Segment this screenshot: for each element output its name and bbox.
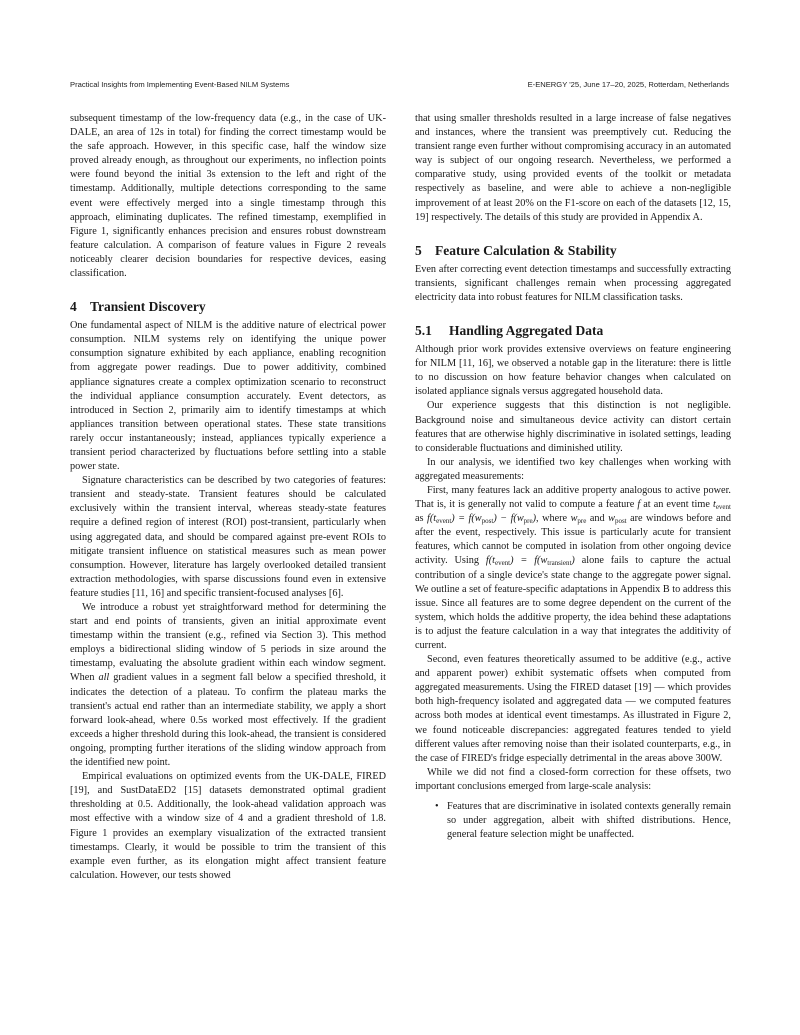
section-title: Handling Aggregated Data	[449, 323, 604, 339]
paragraph: that using smaller thresholds resulted in a large increase of false negatives and instances, where the transient was preemptively cut. Reducing the transient range even further without compromising accuracy in an automated way is subject of our ongoing research. Nevertheless, we performed a comparative study, using provided events of the toolkit or metadata respectively as baseline, and were able to achieve a non-negligible improvement of at least 20% on the F1-score on each of the datasets [12, 15, 19] respectively. The details of this study are provided in Appendix A.	[415, 113, 731, 223]
section-title: Transient Discovery	[90, 299, 206, 315]
paragraph: subsequent timestamp of the low-frequency data (e.g., in the case of UK-DALE, an area of 12s in total) for finding the correct timestamp would be the safe approach. However, in this specific case, half the window size proved already enough, as throughout our experiments, no inflection points were found beyond the initial 3s extension to the left and right of the timestamp. Additionally, multiple detections corresponding to the same event were effectively merged into a single timestamp through this approach, eliminating duplicates. The refined timestamp, exemplified in Figure 1, significantly enhances precision and ensures robust downstream feature calculation. A comparison of feature values in Figure 2 reveals noticeably clearer decision boundaries for respective devices, easing classification.	[70, 113, 386, 280]
running-header-title: Practical Insights from Implementing Event-Based NILM Systems	[70, 80, 290, 89]
subsection-heading-5-1	[415, 323, 731, 339]
section-number: 5.1	[415, 323, 432, 339]
paragraph: One fundamental aspect of NILM is the additive nature of electrical power consumption. NILM systems rely on identifying the unique power consumption signature exhibited by each appliance, enabling recognition from aggregate power readings. Due to power additivity, combined appliance signatures create a complex optimization scenario to reconstruct the individual appliance consumption accurately. Event detectors, as introduced in Section 2, primarily aim to identify timestamps at which appliances transition between operational states. These state transitions rarely occur instantaneously; instead, appliances typically experience a transient period characterized by fluctuations before settling into a stable power state.	[70, 320, 386, 473]
section-heading-4	[70, 299, 386, 315]
section-heading-5	[415, 243, 731, 259]
paragraph: Signature characteristics can be described by two categories of features: transient and steady-state. Transient features should be calculated exclusively within the transient interval, whereas steady-state features require a defined region of interest (ROI) post-transient, particularly when using aggregated data, and should be compared against pre-event ROIs to mitigate transient influence on statistical measures such as mean power consumption. However, literature has largely overlooked detailed transient extraction methodologies, with sparse discussions found even in extensive feature studies [11, 16] and specific transient-focused analyses [6].	[70, 475, 386, 599]
list-item: • Features that are discriminative in isolated contexts generally remain so under aggregation, albeit with shifted distributions. Hence, general feature selection might be unaffected.	[435, 801, 731, 841]
paragraph: We introduce a robust yet straightforward method for determining the start and end points of transients, given an initial approximate event timestamp within the transient (e.g., refined via Section 3). This method employs a bidirectional sliding window of 5 periods in size around the timestamp, evaluating the absolute gradient within each window segment. When all gradient values in a segment fall below a specified threshold, it indicates the detection of a plateau. To confirm the plateau marks the transient's actual end rather than an intermediate stability, we apply a short forward look-ahead, where 0.5s worked most effectively. If the gradient exceeds a higher threshold during this look-ahead, the transient is considered ongoing, prompting further iterations of the sliding window approach from the identified new point.	[70, 602, 387, 769]
paragraph: While we did not find a closed-form correction for these offsets, two important conclusions emerged from large-scale analysis:	[415, 766, 731, 792]
bullet-icon: •	[435, 801, 439, 813]
paragraph: Empirical evaluations on optimized events from the UK-DALE, FIRED [19], and SustDataED2 [15] datasets demonstrated optimal gradient thresholding at 0.5. Additionally, the look-ahead validation approach was most effective with a window size of 4 and a gradient threshold of 1.8. Figure 1 provides an exemplary visualization of the extracted transient timestamps. Clearly, it would be possible to trim the transient of this example even further, as its elongation might affect transient feature calculation. However, our tests showed	[70, 771, 386, 881]
right-column	[415, 112, 731, 842]
paragraph: Our experience suggests that this distinction is not negligible. Background noise and simultaneous device activity can distort certain features that are otherwise highly discriminative in isolated settings, leading to considerable fluctuations and diminished utility.	[415, 400, 731, 454]
paragraph: Although prior work provides extensive overviews on feature engineering for NILM [11, 16], we observed a notable gap in the literature: there is little to no discussion on how feature behavior changes when calculated on isolated appliance signals versus aggregated household data.	[415, 344, 731, 398]
paragraph: Second, even features theoretically assumed to be additive (e.g., active and apparent power) exhibit systematic offsets when computed from aggregated measurements. Using the FIRED dataset [19] — which provides both high-frequency isolated and aggregated data — we computed features across both modes at identical event timestamps. As illustrated in Figure 2, we found noticeable discrepancies: aggregated features tended to yield different values after removing noise than their isolated counterparts, e.g., in the case of FIRED's fridge especially detrimental in the areas above 300W.	[415, 654, 731, 764]
paragraph: First, many features lack an additive property analogous to active power. That is, it is generally not valid to compute a feature f at an event time $t_{event}$ as $f(t_{event}) = f(w_{post}) - f(w_{pre})$, where $w_{pre}$ and $w_{post}$ are windows before and after the event, respectively. This issue is particularly acute for transient features, which cannot be computed in isolation from other ongoing device activity. Using $f(t_{event}) = f(w_{transient})$ alone fails to capture the actual contribution of a single device's state change to the aggregate power signal. We outline a set of feature-specific adaptations in Appendix B to address this issue. Since all features are to some degree dependent on the current of the system, which holds the additive property, the idea behind these adaptations is to adjust the feature calculation in a way that integrates the additivity of current.	[415, 484, 731, 651]
bullet-list	[415, 800, 731, 842]
paragraph: Even after correcting event detection timestamps and successfully extracting transients, significant challenges remain when processing aggregated electricity data into robust features for NILM classification tasks.	[415, 263, 731, 303]
section-number: 5	[415, 242, 422, 258]
section-number: 4	[70, 299, 77, 315]
section-title: Feature Calculation & Stability	[435, 242, 617, 258]
running-header-venue: E-ENERGY '25, June 17–20, 2025, Rotterdam, Netherlands	[527, 80, 729, 89]
paragraph: In our analysis, we identified two key challenges when working with aggregated measurements:	[415, 456, 731, 482]
left-column	[70, 112, 386, 883]
